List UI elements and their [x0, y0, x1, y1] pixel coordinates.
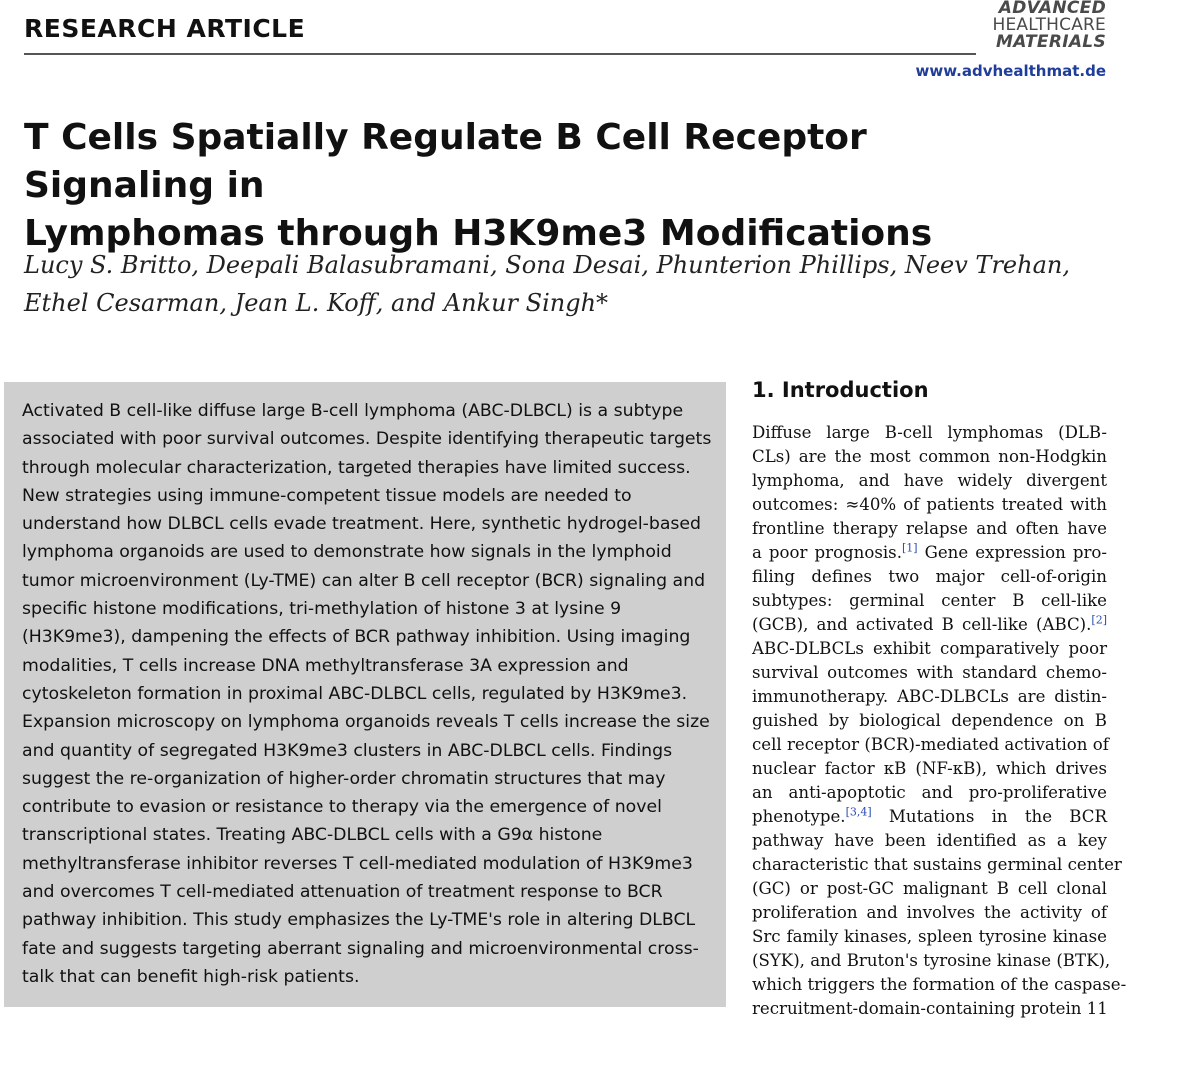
- intro-line: characteristic that sustains germinal center: [752, 855, 1122, 874]
- article-title: [24, 114, 1024, 258]
- intro-line-text: phenotype.: [752, 807, 846, 826]
- citation-link-1[interactable]: [1]: [901, 541, 918, 555]
- intro-line: guished by biological dependence on B: [752, 711, 1107, 730]
- intro-line-text: a poor prognosis.: [752, 543, 902, 562]
- introduction-text: [752, 421, 1127, 1021]
- article-title-line-2: Lymphomas through H3K9me3 Modifications: [24, 213, 933, 254]
- intro-line: proliferation and involves the activity of: [752, 903, 1107, 922]
- abstract-text: Activated B cell-like diffuse large B-cell lymphoma (ABC-DLBCL) is a subtype associated with poor survival outcomes. Despite identifying therapeutic targets through molecular characterization, targeted therapies have limited success. New strategies using immune-competent tissue models are needed to understand how DLBCL cells evade treatment. Here, synthetic hydrogel-based lymphoma organoids are used to demonstrate how signals in the lymphoid tumor microenvironment (Ly-TME) can alter B cell receptor (BCR) signaling and specific histone modifications, tri-methylation of histone 3 at lysine 9 (H3K9me3), dampening the effects of BCR pathway inhibition. Using imaging modalities, T cells increase DNA methyltransferase 3A expression and cytoskeleton formation in proximal ABC-DLBCL cells, regulated by H3K9me3. Expansion microscopy on lymphoma organoids reveals T cells increase the size and quantity of segregated H3K9me3 clusters in ABC-DLBCL cells. Findings suggest the re-organization of higher-order chromatin structures that may contribute to evasion or resistance to therapy via the emergence of novel transcriptional states. Treating ABC-DLBCL cells with a G9α histone methyltransferase inhibitor reverses T cell-mediated modulation of H3K9me3 and overcomes T cell-mediated attenuation of treatment response to BCR pathway inhibition. This study emphasizes the Ly-TME's role in altering DLBCL fate and suggests targeting aberrant signaling and microenvironmental cross-talk that can benefit high-risk patients.: [22, 401, 712, 987]
- intro-line: pathway have been identified as a key: [752, 831, 1107, 850]
- intro-line: CLs) are the most common non-Hodgkin: [752, 447, 1107, 466]
- author-line-1: Lucy S. Britto, Deepali Balasubramani, Sona Desai, Phunterion Phillips, Neev Trehan,: [24, 251, 1070, 279]
- author-line-2: Ethel Cesarman, Jean L. Koff, and Ankur Singh*: [24, 289, 609, 317]
- intro-line: Src family kinases, spleen tyrosine kinase: [752, 927, 1107, 946]
- intro-line: (GC) or post-GC malignant B cell clonal: [752, 879, 1107, 898]
- intro-line-text: Gene expression pro-: [917, 543, 1107, 562]
- intro-line: Diffuse large B-cell lymphomas (DLB-: [752, 423, 1107, 442]
- introduction-heading: 1. Introduction: [752, 378, 929, 402]
- intro-line: which triggers the formation of the caspase-: [752, 975, 1127, 994]
- intro-line: an anti-apoptotic and pro-proliferative: [752, 783, 1107, 802]
- journal-logo-line-1: ADVANCED: [998, 0, 1106, 18]
- header-divider: [24, 53, 976, 55]
- intro-line: recruitment-domain-containing protein 11: [752, 999, 1108, 1018]
- journal-logo: [966, 0, 1106, 51]
- intro-line: immunotherapy. ABC-DLBCLs are distin-: [752, 687, 1107, 706]
- intro-line: survival outcomes with standard chemo-: [752, 663, 1107, 682]
- intro-line: [752, 541, 1107, 565]
- intro-line-text: (GCB), and activated B cell-like (ABC).: [752, 615, 1092, 634]
- intro-line: outcomes: ≈40% of patients treated with: [752, 495, 1107, 514]
- section-label: RESEARCH ARTICLE: [24, 14, 306, 43]
- intro-line: filing defines two major cell-of-origin: [752, 567, 1107, 586]
- citation-link-3-4[interactable]: [3,4]: [845, 805, 872, 819]
- article-title-line-1: T Cells Spatially Regulate B Cell Receptor Signaling in: [24, 117, 867, 206]
- citation-link-2[interactable]: [2]: [1091, 613, 1107, 627]
- intro-line: cell receptor (BCR)-mediated activation of: [752, 735, 1109, 754]
- intro-line: frontline therapy relapse and often have: [752, 519, 1107, 538]
- intro-line: (SYK), and Bruton's tyrosine kinase (BTK),: [752, 951, 1111, 970]
- intro-line: [752, 805, 1107, 829]
- intro-line: ABC-DLBCLs exhibit comparatively poor: [752, 639, 1107, 658]
- intro-line: [752, 613, 1107, 637]
- intro-line: lymphoma, and have widely divergent: [752, 471, 1107, 490]
- intro-line: subtypes: germinal center B cell-like: [752, 591, 1107, 610]
- journal-logo-line-2: HEALTHCARE: [992, 15, 1106, 35]
- journal-logo-line-3: MATERIALS: [995, 32, 1106, 52]
- author-list: [24, 246, 1124, 322]
- intro-line-text: Mutations in the BCR: [871, 807, 1107, 826]
- intro-line: nuclear factor κB (NF-κB), which drives: [752, 759, 1107, 778]
- journal-url-link[interactable]: www.advhealthmat.de: [915, 62, 1106, 80]
